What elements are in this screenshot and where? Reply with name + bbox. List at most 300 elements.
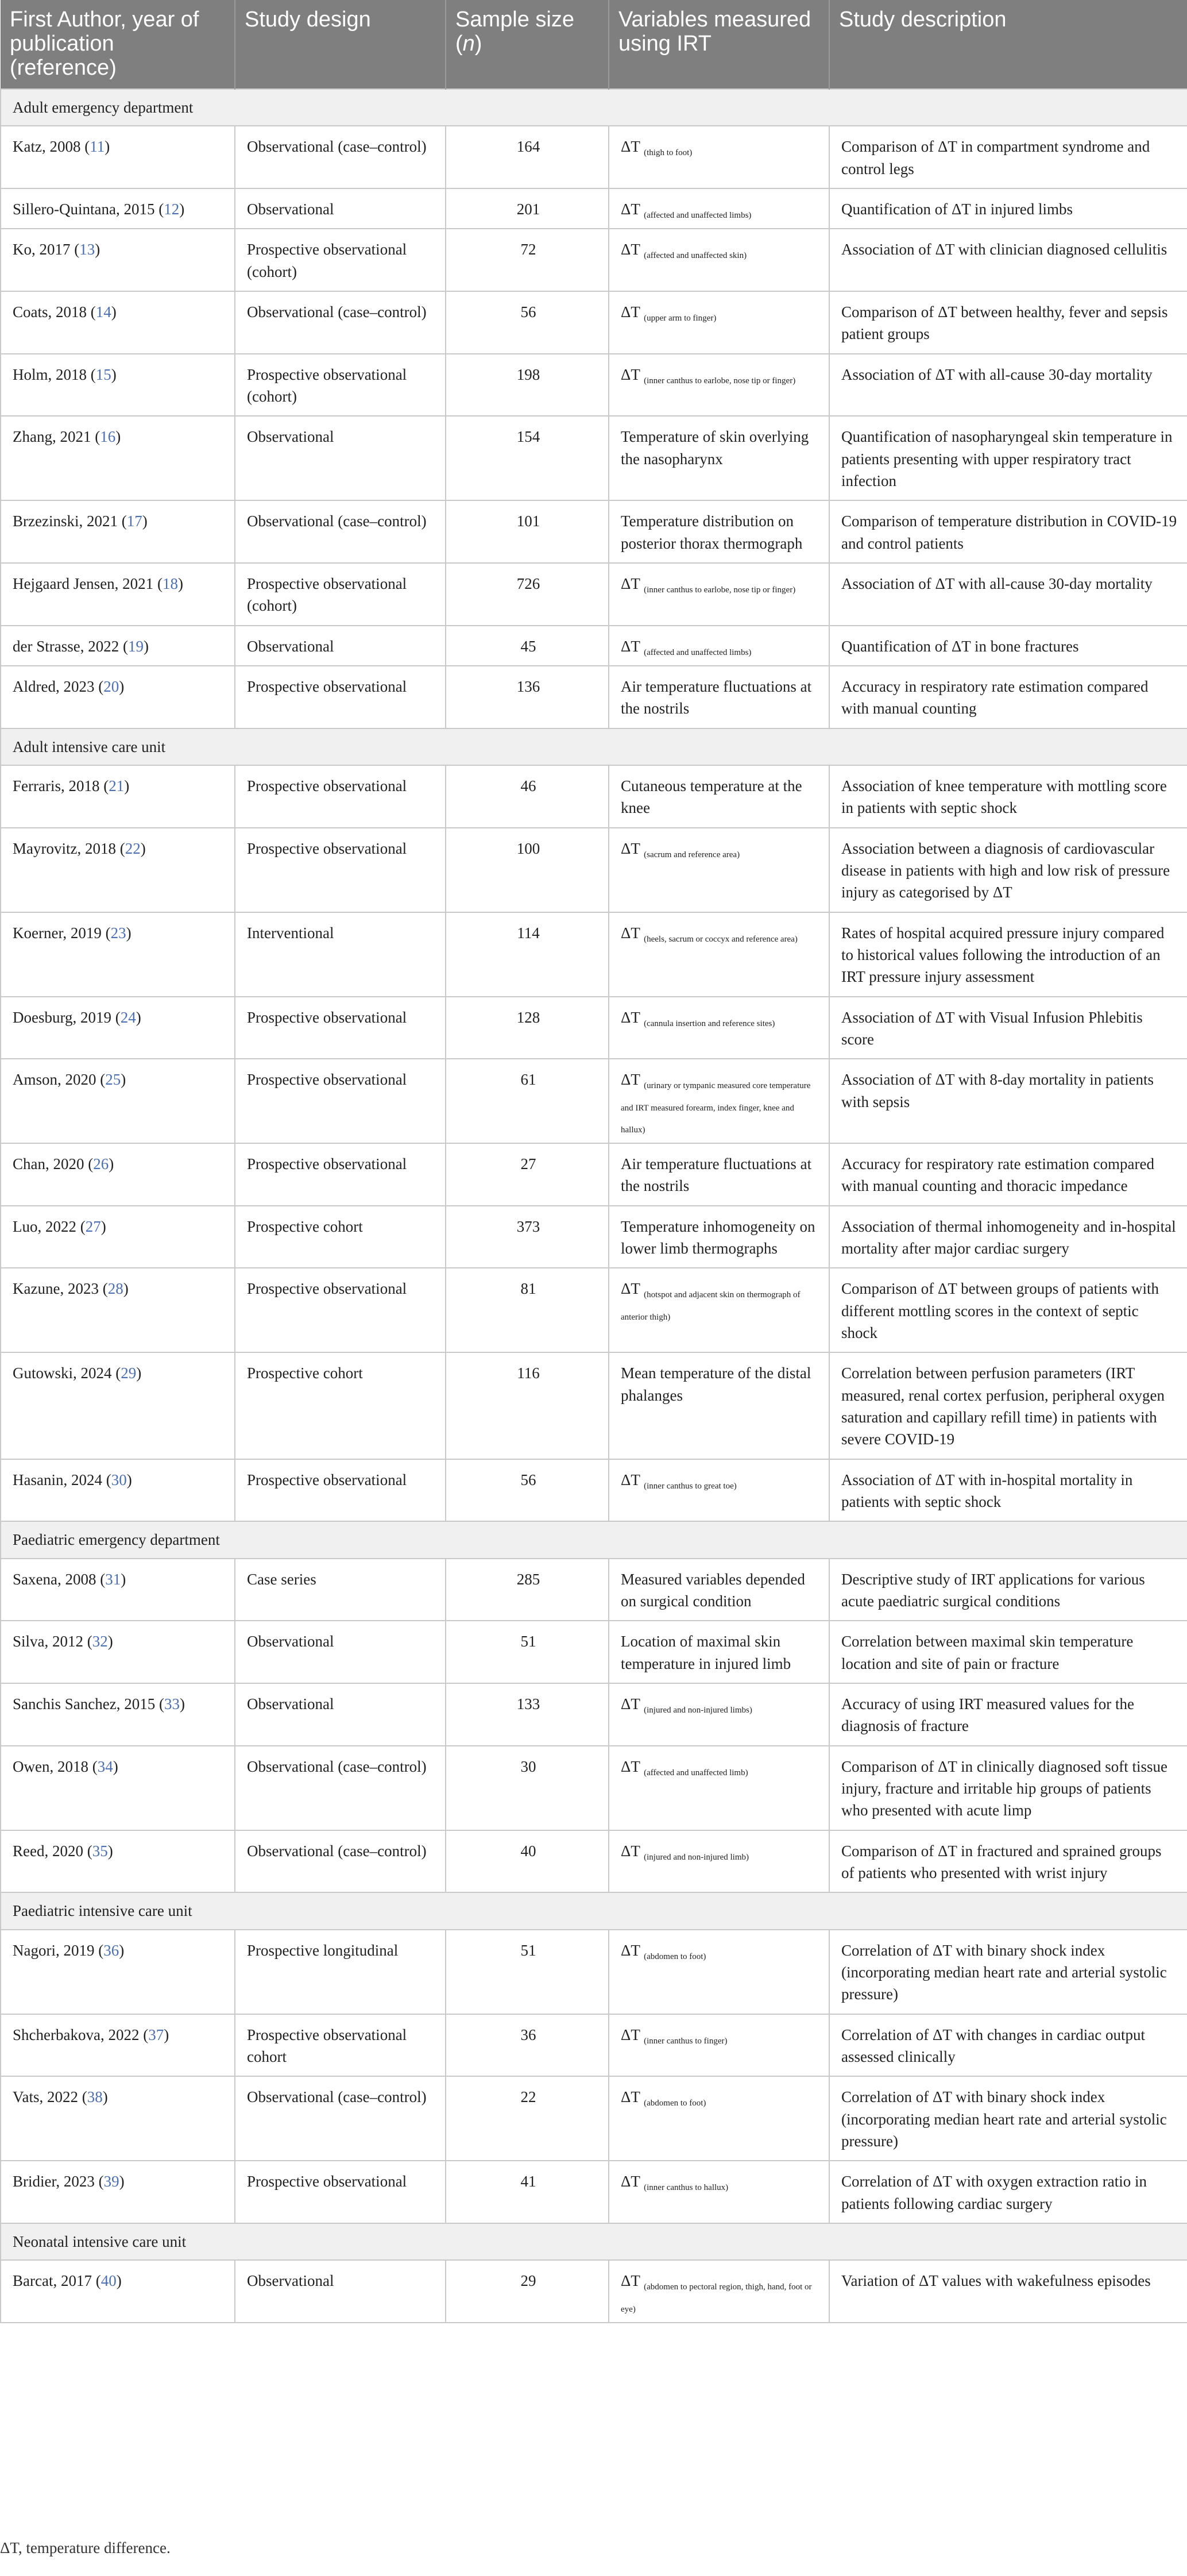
table-row bbox=[1, 1621, 1187, 1683]
cell-variables bbox=[609, 666, 829, 728]
cell-design: Prospective cohort bbox=[235, 1352, 446, 1459]
header-sample-size: Sample size (n) bbox=[446, 0, 609, 89]
table-row bbox=[1, 563, 1187, 626]
cell-variables bbox=[609, 997, 829, 1059]
author-text: Mayrovitz, 2018 bbox=[13, 839, 116, 857]
cell-description: Correlation of ΔT with binary shock index (incorporating median heart rate and arterial systolic pressure) bbox=[829, 2076, 1187, 2161]
cell-description: Accuracy for respiratory rate estimation compared with manual counting and thoracic impedance bbox=[829, 1143, 1187, 1206]
cell-variables bbox=[609, 2076, 829, 2161]
cell-author: Doesburg, 2019 (24) bbox=[1, 997, 235, 1059]
cell-variables bbox=[609, 912, 829, 997]
author-text: Coats, 2018 bbox=[13, 303, 87, 321]
reference-link[interactable]: 35 bbox=[92, 1842, 108, 1860]
cell-design: Prospective observational (cohort) bbox=[235, 563, 446, 626]
variable-subscript: (inner canthus to great toe) bbox=[644, 1481, 737, 1491]
cell-author: Barcat, 2017 (40) bbox=[1, 2260, 235, 2323]
cell-sample-size: 72 bbox=[446, 229, 609, 291]
cell-design: Observational (case–control) bbox=[235, 1830, 446, 1893]
variable-text: ΔT bbox=[621, 2088, 640, 2106]
table-row bbox=[1, 828, 1187, 912]
variable-text: ΔT bbox=[621, 839, 640, 857]
cell-author: Kazune, 2023 (28) bbox=[1, 1268, 235, 1352]
cell-description: Comparison of ΔT in fractured and sprained groups of patients who presented with wrist injury bbox=[829, 1830, 1187, 1893]
cell-variables bbox=[609, 1830, 829, 1893]
cell-sample-size: 40 bbox=[446, 1830, 609, 1893]
table-row bbox=[1, 1459, 1187, 1522]
cell-sample-size: 373 bbox=[446, 1206, 609, 1268]
cell-design: Prospective observational bbox=[235, 828, 446, 912]
cell-variables bbox=[609, 1683, 829, 1746]
table-row bbox=[1, 2260, 1187, 2323]
cell-design: Prospective observational bbox=[235, 997, 446, 1059]
cell-description: Association of ΔT with all-cause 30-day mortality bbox=[829, 354, 1187, 417]
cell-sample-size: 198 bbox=[446, 354, 609, 417]
table-row bbox=[1, 188, 1187, 229]
cell-description: Correlation of ΔT with binary shock index (incorporating median heart rate and arterial systolic pressure) bbox=[829, 1930, 1187, 2014]
cell-design: Observational bbox=[235, 188, 446, 229]
cell-variables bbox=[609, 500, 829, 563]
cell-design: Observational (case–control) bbox=[235, 1746, 446, 1830]
cell-sample-size: 114 bbox=[446, 912, 609, 997]
variable-text: ΔT bbox=[621, 303, 640, 321]
variable-subscript: (abdomen to pectoral region, thigh, hand, foot or eye) bbox=[621, 2282, 812, 2314]
cell-description: Association of ΔT with all-cause 30-day mortality bbox=[829, 563, 1187, 626]
reference-link[interactable]: 14 bbox=[95, 303, 111, 321]
variable-subscript: (affected and unaffected limbs) bbox=[644, 210, 752, 220]
variable-subscript: (heels, sacrum or coccyx and reference area) bbox=[644, 934, 798, 944]
cell-variables bbox=[609, 1459, 829, 1522]
table-row bbox=[1, 2076, 1187, 2161]
cell-variables bbox=[609, 354, 829, 417]
cell-author: Owen, 2018 (34) bbox=[1, 1746, 235, 1830]
author-text: Bridier, 2023 bbox=[13, 2173, 95, 2191]
cell-author: Sanchis Sanchez, 2015 (33) bbox=[1, 1683, 235, 1746]
cell-sample-size: 29 bbox=[446, 2260, 609, 2323]
author-text: Barcat, 2017 bbox=[13, 2272, 92, 2290]
cell-variables bbox=[609, 1559, 829, 1621]
header-design: Study design bbox=[235, 0, 446, 89]
cell-design: Prospective observational bbox=[235, 666, 446, 728]
cell-design: Observational bbox=[235, 416, 446, 500]
reference-link[interactable]: 20 bbox=[103, 677, 119, 695]
cell-design: Prospective observational bbox=[235, 1459, 446, 1522]
variable-subscript: (inner canthus to earlobe, nose tip or finger) bbox=[644, 585, 796, 595]
cell-description: Quantification of ΔT in injured limbs bbox=[829, 188, 1187, 229]
cell-author: Saxena, 2008 (31) bbox=[1, 1559, 235, 1621]
cell-description: Correlation of ΔT with oxygen extraction ratio in patients following cardiac surgery bbox=[829, 2161, 1187, 2223]
cell-author: Amson, 2020 (25) bbox=[1, 1059, 235, 1143]
cell-author: Gutowski, 2024 (29) bbox=[1, 1352, 235, 1459]
cell-author: Coats, 2018 (14) bbox=[1, 291, 235, 354]
reference-link[interactable]: 27 bbox=[85, 1217, 101, 1235]
table-row bbox=[1, 666, 1187, 728]
cell-author: Brzezinski, 2021 (17) bbox=[1, 500, 235, 563]
header-variables: Variables measured using IRT bbox=[609, 0, 829, 89]
table-row bbox=[1, 416, 1187, 500]
table-row bbox=[1, 354, 1187, 417]
reference-link[interactable]: 28 bbox=[107, 1280, 123, 1298]
cell-author: Ferraris, 2018 (21) bbox=[1, 765, 235, 828]
author-text: Hejgaard Jensen, 2021 bbox=[13, 574, 154, 592]
cell-design: Observational bbox=[235, 1621, 446, 1683]
reference-link[interactable]: 29 bbox=[121, 1364, 137, 1382]
author-text: Luo, 2022 bbox=[13, 1217, 76, 1235]
reference-link[interactable]: 15 bbox=[95, 365, 111, 383]
cell-description: Comparison of ΔT between groups of patients with different mottling scores in the context of septic shock bbox=[829, 1268, 1187, 1352]
cell-author: Katz, 2008 (11) bbox=[1, 126, 235, 188]
reference-link[interactable]: 12 bbox=[164, 200, 180, 218]
variable-subscript: (inner canthus to finger) bbox=[644, 2036, 728, 2046]
reference-link[interactable]: 18 bbox=[162, 574, 178, 592]
cell-author: Chan, 2020 (26) bbox=[1, 1143, 235, 1206]
reference-link[interactable]: 13 bbox=[79, 241, 95, 259]
cell-design: Interventional bbox=[235, 912, 446, 997]
section-title: Neonatal intensive care unit bbox=[1, 2223, 1187, 2260]
author-text: Gutowski, 2024 bbox=[13, 1364, 112, 1382]
cell-description: Association of ΔT with clinician diagnosed cellulitis bbox=[829, 229, 1187, 291]
cell-design: Prospective observational (cohort) bbox=[235, 229, 446, 291]
cell-design: Observational (case–control) bbox=[235, 291, 446, 354]
cell-variables bbox=[609, 291, 829, 354]
reference-link[interactable]: 24 bbox=[120, 1008, 136, 1026]
cell-author: Hejgaard Jensen, 2021 (18) bbox=[1, 563, 235, 626]
table-header bbox=[1, 0, 1187, 89]
section-row bbox=[1, 89, 1187, 126]
table-body bbox=[1, 89, 1187, 2323]
table-row bbox=[1, 291, 1187, 354]
cell-variables bbox=[609, 563, 829, 626]
cell-description: Association of knee temperature with mottling score in patients with septic shock bbox=[829, 765, 1187, 828]
cell-description: Comparison of ΔT in compartment syndrome and control legs bbox=[829, 126, 1187, 188]
variable-text: ΔT bbox=[621, 2272, 640, 2290]
cell-author: Reed, 2020 (35) bbox=[1, 1830, 235, 1893]
cell-description: Correlation of ΔT with changes in cardiac output assessed clinically bbox=[829, 2014, 1187, 2077]
reference-link[interactable]: 30 bbox=[111, 1471, 127, 1488]
cell-design: Case series bbox=[235, 1559, 446, 1621]
cell-sample-size: 726 bbox=[446, 563, 609, 626]
variable-text: ΔT bbox=[621, 1757, 640, 1775]
cell-description: Quantification of nasopharyngeal skin temperature in patients presenting with upper respiratory tract infection bbox=[829, 416, 1187, 500]
cell-description: Association of thermal inhomogeneity and in-hospital mortality after major cardiac surgery bbox=[829, 1206, 1187, 1268]
cell-variables bbox=[609, 2260, 829, 2323]
table-row bbox=[1, 1352, 1187, 1459]
cell-author: Nagori, 2019 (36) bbox=[1, 1930, 235, 2014]
author-text: Shcherbakova, 2022 bbox=[13, 2026, 140, 2043]
section-row bbox=[1, 1892, 1187, 1929]
cell-design: Observational (case–control) bbox=[235, 500, 446, 563]
cell-variables bbox=[609, 1746, 829, 1830]
variable-subscript: (inner canthus to earlobe, nose tip or finger) bbox=[644, 376, 796, 385]
variable-subscript: (affected and unaffected limbs) bbox=[644, 647, 752, 657]
author-text: Hasanin, 2024 bbox=[13, 1471, 102, 1488]
cell-sample-size: 81 bbox=[446, 1268, 609, 1352]
variable-text: Temperature of skin overlying the nasopharynx bbox=[621, 428, 809, 468]
cell-variables bbox=[609, 828, 829, 912]
reference-link[interactable]: 23 bbox=[110, 924, 126, 942]
author-text: Kazune, 2023 bbox=[13, 1280, 99, 1298]
table-row bbox=[1, 1143, 1187, 1206]
table-row bbox=[1, 1059, 1187, 1143]
variable-subscript: (inner canthus to hallux) bbox=[644, 2183, 729, 2193]
cell-sample-size: 46 bbox=[446, 765, 609, 828]
cell-variables bbox=[609, 1206, 829, 1268]
variable-subscript: (urinary or tympanic measured core temperature and IRT measured forearm, index finger, knee and hallux) bbox=[621, 1081, 811, 1135]
table-row bbox=[1, 1206, 1187, 1268]
cell-author: Vats, 2022 (38) bbox=[1, 2076, 235, 2161]
header-author: First Author, year of publication (reference) bbox=[1, 0, 235, 89]
cell-sample-size: 56 bbox=[446, 291, 609, 354]
variable-text: ΔT bbox=[621, 1695, 640, 1713]
variable-subscript: (abdomen to foot) bbox=[644, 2099, 706, 2108]
cell-author: Koerner, 2019 (23) bbox=[1, 912, 235, 997]
cell-design: Prospective observational bbox=[235, 1143, 446, 1206]
reference-link[interactable]: 16 bbox=[100, 428, 116, 446]
reference-link[interactable]: 36 bbox=[103, 1941, 119, 1959]
table-row bbox=[1, 997, 1187, 1059]
reference-link[interactable]: 38 bbox=[87, 2088, 103, 2106]
cell-author: Holm, 2018 (15) bbox=[1, 354, 235, 417]
variable-subscript: (affected and unaffected limb) bbox=[644, 1768, 748, 1777]
cell-description: Association between a diagnosis of cardiovascular disease in patients with high and low risk of pressure injury as categorised by ΔT bbox=[829, 828, 1187, 912]
variable-text: ΔT bbox=[621, 138, 640, 156]
section-row bbox=[1, 2223, 1187, 2260]
cell-variables bbox=[609, 188, 829, 229]
author-text: Ferraris, 2018 bbox=[13, 777, 100, 795]
cell-author: Silva, 2012 (32) bbox=[1, 1621, 235, 1683]
author-text: Nagori, 2019 bbox=[13, 1941, 95, 1959]
cell-variables bbox=[609, 1352, 829, 1459]
variable-text: Mean temperature of the distal phalanges bbox=[621, 1364, 811, 1404]
cell-description: Correlation between maximal skin temperature location and site of pain or fracture bbox=[829, 1621, 1187, 1683]
variable-text: ΔT bbox=[621, 2026, 640, 2043]
table-row bbox=[1, 126, 1187, 188]
reference-link[interactable]: 21 bbox=[109, 777, 125, 795]
reference-link[interactable]: 40 bbox=[100, 2272, 117, 2290]
variable-text: ΔT bbox=[621, 1071, 640, 1089]
author-text: Brzezinski, 2021 bbox=[13, 512, 118, 530]
variable-text: ΔT bbox=[621, 1941, 640, 1959]
cell-variables bbox=[609, 416, 829, 500]
cell-design: Observational (case–control) bbox=[235, 2076, 446, 2161]
section-row bbox=[1, 728, 1187, 765]
table-row bbox=[1, 1268, 1187, 1352]
reference-link[interactable]: 33 bbox=[164, 1695, 180, 1713]
cell-description: Association of ΔT with in-hospital mortality in patients with septic shock bbox=[829, 1459, 1187, 1522]
author-text: Owen, 2018 bbox=[13, 1757, 88, 1775]
cell-design: Observational bbox=[235, 1683, 446, 1746]
cell-description: Comparison of temperature distribution in COVID-19 and control patients bbox=[829, 500, 1187, 563]
author-text: Vats, 2022 bbox=[13, 2088, 78, 2106]
cell-sample-size: 51 bbox=[446, 1930, 609, 2014]
reference-link[interactable]: 25 bbox=[105, 1071, 121, 1089]
table-row bbox=[1, 912, 1187, 997]
author-text: Saxena, 2008 bbox=[13, 1570, 96, 1588]
cell-sample-size: 22 bbox=[446, 2076, 609, 2161]
reference-link[interactable]: 17 bbox=[126, 512, 142, 530]
variable-text: ΔT bbox=[621, 365, 640, 383]
variable-text: ΔT bbox=[621, 1280, 640, 1298]
variable-subscript: (hotspot and adjacent skin on thermograph of anterior thigh) bbox=[621, 1290, 801, 1322]
cell-variables bbox=[609, 765, 829, 828]
author-text: Sillero-Quintana, 2015 bbox=[13, 200, 155, 218]
variable-text: ΔT bbox=[621, 924, 640, 942]
cell-sample-size: 100 bbox=[446, 828, 609, 912]
cell-design: Observational (case–control) bbox=[235, 126, 446, 188]
cell-sample-size: 285 bbox=[446, 1559, 609, 1621]
cell-author: Sillero-Quintana, 2015 (12) bbox=[1, 188, 235, 229]
reference-link[interactable]: 11 bbox=[90, 138, 105, 156]
reference-link[interactable]: 19 bbox=[127, 637, 144, 655]
reference-link[interactable]: 32 bbox=[92, 1633, 108, 1651]
cell-description: Rates of hospital acquired pressure injury compared to historical values following the introduction of an IRT pressure injury assessment bbox=[829, 912, 1187, 997]
variable-text: Location of maximal skin temperature in injured limb bbox=[621, 1633, 791, 1672]
cell-variables bbox=[609, 1059, 829, 1143]
section-title: Adult emergency department bbox=[1, 89, 1187, 126]
reference-link[interactable]: 31 bbox=[105, 1570, 121, 1588]
cell-author: Shcherbakova, 2022 (37) bbox=[1, 2014, 235, 2077]
cell-design: Prospective observational bbox=[235, 2161, 446, 2223]
cell-author: Hasanin, 2024 (30) bbox=[1, 1459, 235, 1522]
variable-subscript: (cannula insertion and reference sites) bbox=[644, 1019, 775, 1028]
section-title: Adult intensive care unit bbox=[1, 728, 1187, 765]
cell-design: Observational bbox=[235, 2260, 446, 2323]
table-row bbox=[1, 1683, 1187, 1746]
cell-variables bbox=[609, 126, 829, 188]
variable-text: ΔT bbox=[621, 241, 640, 259]
cell-author: Mayrovitz, 2018 (22) bbox=[1, 828, 235, 912]
cell-description: Accuracy in respiratory rate estimation compared with manual counting bbox=[829, 666, 1187, 728]
table-row bbox=[1, 1830, 1187, 1893]
author-text: Ko, 2017 bbox=[13, 241, 71, 259]
cell-variables bbox=[609, 229, 829, 291]
cell-description: Accuracy of using IRT measured values for the diagnosis of fracture bbox=[829, 1683, 1187, 1746]
cell-sample-size: 133 bbox=[446, 1683, 609, 1746]
cell-design: Prospective observational bbox=[235, 1059, 446, 1143]
cell-author: Luo, 2022 (27) bbox=[1, 1206, 235, 1268]
cell-design: Prospective observational (cohort) bbox=[235, 354, 446, 417]
variable-text: ΔT bbox=[621, 1008, 640, 1026]
variable-subscript: (sacrum and reference area) bbox=[644, 850, 740, 859]
cell-author: Bridier, 2023 (39) bbox=[1, 2161, 235, 2223]
variable-text: ΔT bbox=[621, 574, 640, 592]
cell-variables bbox=[609, 2014, 829, 2077]
variable-subscript: (abdomen to foot) bbox=[644, 1952, 706, 1961]
variable-text: Temperature distribution on posterior thorax thermograph bbox=[621, 512, 803, 552]
variable-subscript: (injured and non-injured limb) bbox=[644, 1852, 749, 1862]
cell-author: der Strasse, 2022 (19) bbox=[1, 626, 235, 666]
cell-description: Comparison of ΔT in clinically diagnosed soft tissue injury, fracture and irritable hip groups of patients who presented with acute limp bbox=[829, 1746, 1187, 1830]
author-text: Amson, 2020 bbox=[13, 1071, 96, 1089]
cell-sample-size: 30 bbox=[446, 1746, 609, 1830]
variable-text: ΔT bbox=[621, 2173, 640, 2191]
author-text: Reed, 2020 bbox=[13, 1842, 83, 1860]
cell-variables bbox=[609, 1930, 829, 2014]
variable-subscript: (upper arm to finger) bbox=[644, 313, 717, 323]
reference-link[interactable]: 39 bbox=[103, 2173, 119, 2191]
cell-sample-size: 41 bbox=[446, 2161, 609, 2223]
cell-variables bbox=[609, 626, 829, 666]
cell-description: Association of ΔT with Visual Infusion Phlebitis score bbox=[829, 997, 1187, 1059]
cell-sample-size: 154 bbox=[446, 416, 609, 500]
variable-subscript: (affected and unaffected skin) bbox=[644, 251, 747, 261]
cell-description: Association of ΔT with 8-day mortality in patients with sepsis bbox=[829, 1059, 1187, 1143]
variable-text: Air temperature fluctuations at the nostrils bbox=[621, 677, 812, 718]
reference-link[interactable]: 34 bbox=[97, 1757, 113, 1775]
header-description: Study description bbox=[829, 0, 1187, 89]
reference-link[interactable]: 22 bbox=[125, 839, 141, 857]
cell-author: Zhang, 2021 (16) bbox=[1, 416, 235, 500]
variable-text: Air temperature fluctuations at the nostrils bbox=[621, 1155, 812, 1195]
cell-description: Correlation between perfusion parameters (IRT measured, renal cortex perfusion, peripheral oxygen saturation and capillary refill time) in patients with severe COVID-19 bbox=[829, 1352, 1187, 1459]
cell-description: Quantification of ΔT in bone fractures bbox=[829, 626, 1187, 666]
author-text: Doesburg, 2019 bbox=[13, 1008, 111, 1026]
author-text: Zhang, 2021 bbox=[13, 428, 91, 446]
cell-sample-size: 56 bbox=[446, 1459, 609, 1522]
cell-design: Prospective observational bbox=[235, 1268, 446, 1352]
cell-variables bbox=[609, 2161, 829, 2223]
cell-sample-size: 45 bbox=[446, 626, 609, 666]
variable-text: Cutaneous temperature at the knee bbox=[621, 777, 802, 817]
cell-design: Prospective longitudinal bbox=[235, 1930, 446, 2014]
section-row bbox=[1, 1521, 1187, 1558]
variable-text: ΔT bbox=[621, 1842, 640, 1860]
cell-sample-size: 136 bbox=[446, 666, 609, 728]
cell-sample-size: 27 bbox=[446, 1143, 609, 1206]
variable-text: ΔT bbox=[621, 1471, 640, 1488]
author-text: Silva, 2012 bbox=[13, 1633, 84, 1651]
section-title: Paediatric emergency department bbox=[1, 1521, 1187, 1558]
variable-text: ΔT bbox=[621, 200, 640, 218]
table-row bbox=[1, 500, 1187, 563]
cell-variables bbox=[609, 1268, 829, 1352]
author-text: Katz, 2008 bbox=[13, 138, 81, 156]
reference-link[interactable]: 26 bbox=[93, 1155, 109, 1173]
variable-text: Temperature inhomogeneity on lower limb thermographs bbox=[621, 1217, 815, 1258]
reference-link[interactable]: 37 bbox=[148, 2026, 164, 2043]
cell-author: Ko, 2017 (13) bbox=[1, 229, 235, 291]
cell-sample-size: 51 bbox=[446, 1621, 609, 1683]
cell-author: Aldred, 2023 (20) bbox=[1, 666, 235, 728]
table-row bbox=[1, 229, 1187, 291]
author-text: Holm, 2018 bbox=[13, 365, 87, 383]
variable-subscript: (injured and non-injured limbs) bbox=[644, 1706, 752, 1715]
cell-design: Prospective observational cohort bbox=[235, 2014, 446, 2077]
cell-sample-size: 36 bbox=[446, 2014, 609, 2077]
author-text: der Strasse, 2022 bbox=[13, 637, 119, 655]
cell-description: Variation of ΔT values with wakefulness episodes bbox=[829, 2260, 1187, 2323]
table-row bbox=[1, 765, 1187, 828]
cell-sample-size: 128 bbox=[446, 997, 609, 1059]
table-row bbox=[1, 1559, 1187, 1621]
cell-description: Descriptive study of IRT applications for various acute paediatric surgical conditions bbox=[829, 1559, 1187, 1621]
cell-sample-size: 116 bbox=[446, 1352, 609, 1459]
table-row bbox=[1, 1930, 1187, 2014]
cell-variables bbox=[609, 1621, 829, 1683]
table-row bbox=[1, 626, 1187, 666]
cell-variables bbox=[609, 1143, 829, 1206]
section-title: Paediatric intensive care unit bbox=[1, 1892, 1187, 1929]
cell-sample-size: 201 bbox=[446, 188, 609, 229]
table-row bbox=[1, 2014, 1187, 2077]
author-text: Sanchis Sanchez, 2015 bbox=[13, 1695, 156, 1713]
cell-sample-size: 61 bbox=[446, 1059, 609, 1143]
author-text: Chan, 2020 bbox=[13, 1155, 84, 1173]
author-text: Koerner, 2019 bbox=[13, 924, 102, 942]
cell-sample-size: 101 bbox=[446, 500, 609, 563]
variable-subscript: (thigh to foot) bbox=[644, 148, 693, 158]
cell-description: Comparison of ΔT between healthy, fever and sepsis patient groups bbox=[829, 291, 1187, 354]
table-footnote: ΔT, temperature difference. bbox=[0, 2539, 171, 2556]
